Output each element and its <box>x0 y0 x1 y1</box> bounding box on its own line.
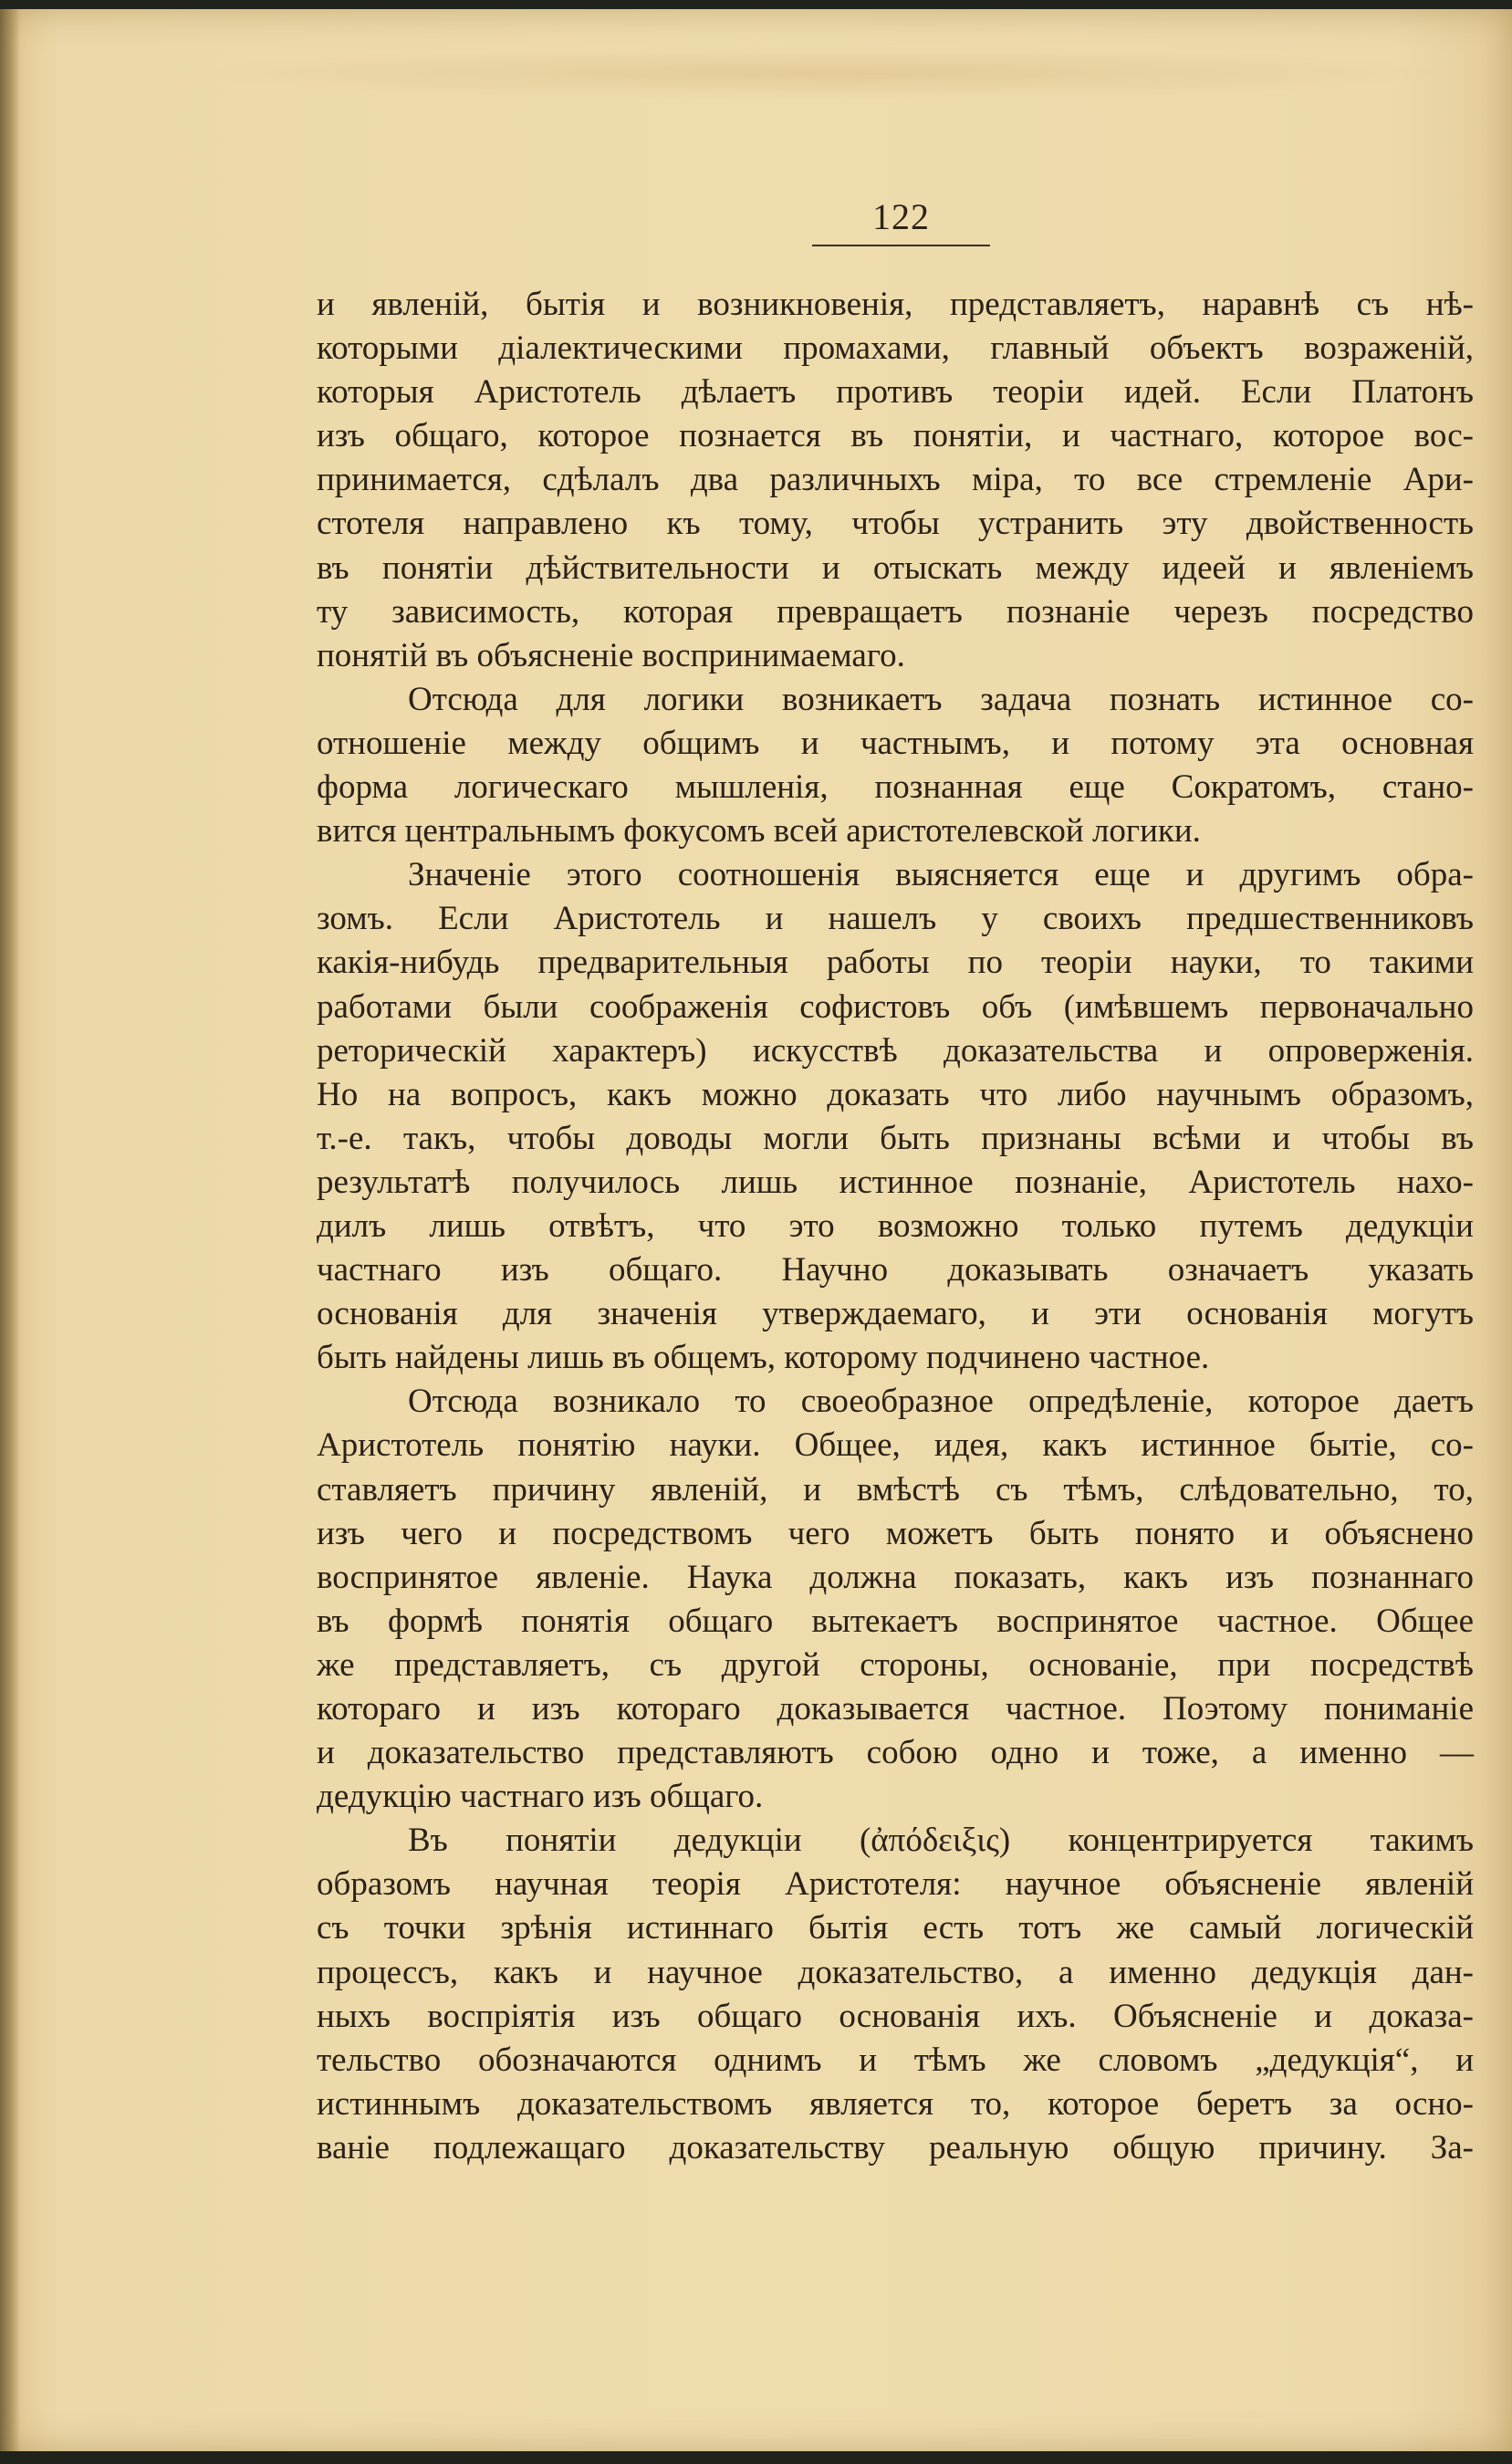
text-line: воспринятое явленіе. Наука должна показать, какъ изъ познаннаго <box>317 1558 1474 1596</box>
text-line: Въ понятіи дедукціи (ἀπόδειξις) концентрируется такимъ <box>408 1822 1474 1860</box>
text-line: частнаго изъ общаго. Научно доказывать означаетъ указать <box>317 1251 1474 1289</box>
text-line: Отсюда возникало то своеобразное опредѣленіе, которое даетъ <box>408 1383 1474 1421</box>
text-line: процессъ, какъ и научное доказательство, а именно дедукція дан- <box>317 1953 1474 1991</box>
text-line: Но на вопросъ, какъ можно доказать что либо научнымъ образомъ, <box>317 1075 1474 1113</box>
text-line: ныхъ воспріятія изъ общаго основанія ихъ. Объясненіе и доказа- <box>317 1997 1474 2035</box>
text-line: какія-нибудь предварительныя работы по теоріи науки, то такими <box>317 944 1474 982</box>
text-line: же представляетъ, съ другой стороны, основаніе, при посредствѣ <box>317 1645 1474 1684</box>
text-line: т.-е. такъ, чтобы доводы могли быть признаны всѣми и чтобы въ <box>317 1119 1474 1157</box>
book-page <box>0 9 1512 2451</box>
text-line: и явленій, бытія и возникновенія, представляетъ, наравнѣ съ нѣ- <box>317 286 1474 323</box>
text-line: Аристотель понятію науки. Общее, идея, какъ истинное бытіе, со- <box>317 1426 1474 1465</box>
text-line: ставляетъ причину явленій, и вмѣстѣ съ тѣмъ, слѣдовательно, то, <box>317 1470 1474 1509</box>
text-line: принимается, сдѣлалъ два различныхъ міра, то все стремленіе Ари- <box>317 461 1474 499</box>
text-line: ваніе подлежащаго доказательству реальную общую причину. За- <box>317 2128 1474 2166</box>
paper-stain <box>182 46 1460 100</box>
text-line: съ точки зрѣнія истиннаго бытія есть тотъ же самый логическій <box>317 1909 1474 1947</box>
text-line: стотеля направлено къ тому, чтобы устранить эту двойственность <box>317 505 1474 543</box>
text-line: образомъ научная теорія Аристотеля: научное объясненіе явленій <box>317 1865 1474 1904</box>
text-line: изъ чего и посредствомъ чего можетъ быть понято и объяснено <box>317 1514 1474 1552</box>
text-line: которыми діалектическими промахами, главный объектъ возраженій, <box>317 329 1474 368</box>
text-line: форма логическаго мышленія, познанная еще Сократомъ, стано- <box>317 768 1474 807</box>
text-line: въ формѣ понятія общаго вытекаетъ воспринятое частное. Общее <box>317 1602 1474 1640</box>
text-line: результатѣ получилось лишь истинное познаніе, Аристотель нахо- <box>317 1163 1474 1201</box>
text-line: вится центральнымъ фокусомъ всей аристотелевской логики. <box>317 812 1201 851</box>
text-line: ту зависимость, которая превращаетъ познаніе черезъ посредство <box>317 592 1474 631</box>
text-line: основанія для значенія утверждаемаго, и эти основанія могутъ <box>317 1295 1474 1333</box>
text-line: отношеніе между общимъ и частнымъ, и потому эта основная <box>317 724 1474 762</box>
body-text <box>317 283 1474 2170</box>
page-number-rule <box>812 245 990 246</box>
text-line: понятій въ объясненіе воспринимаемаго. <box>317 636 905 674</box>
text-line: Отсюда для логики возникаетъ задача познать истинное со- <box>408 680 1474 718</box>
text-line: зомъ. Если Аристотель и нашелъ у своихъ предшественниковъ <box>317 900 1474 938</box>
text-line: въ понятіи дѣйствительности и отыскать между идеей и явленіемъ <box>317 548 1474 587</box>
text-line: которыя Аристотель дѣлаетъ противъ теоріи идей. Если Платонъ <box>317 373 1474 412</box>
text-line: Значеніе этого соотношенія выясняется еще и другимъ обра- <box>408 856 1474 894</box>
page-number: 122 <box>872 196 930 237</box>
text-line: и доказательство представляютъ собою одно и тоже, а именно — <box>317 1734 1474 1772</box>
binding-edge <box>0 9 20 2451</box>
text-line: истиннымъ доказательствомъ является то, которое беретъ за осно- <box>317 2084 1474 2123</box>
text-line: тельство обозначаются однимъ и тѣмъ же словомъ „дедукція“, и <box>317 2041 1474 2079</box>
text-line: быть найдены лишь въ общемъ, которому подчинено частное. <box>317 1339 1210 1377</box>
text-line: дилъ лишь отвѣтъ, что это возможно только путемъ дедукціи <box>317 1206 1474 1245</box>
text-line: котораго и изъ котораго доказывается частное. Поэтому пониманіе <box>317 1690 1474 1728</box>
text-line: изъ общаго, которое познается въ понятіи, и частнаго, которое вос- <box>317 417 1474 455</box>
text-line: дедукцію частнаго изъ общаго. <box>317 1778 764 1816</box>
text-line: работами были соображенія софистовъ объ (имѣвшемъ первоначально <box>317 987 1474 1026</box>
text-line: реторическій характеръ) искусствѣ доказательства и опроверженія. <box>317 1031 1474 1070</box>
